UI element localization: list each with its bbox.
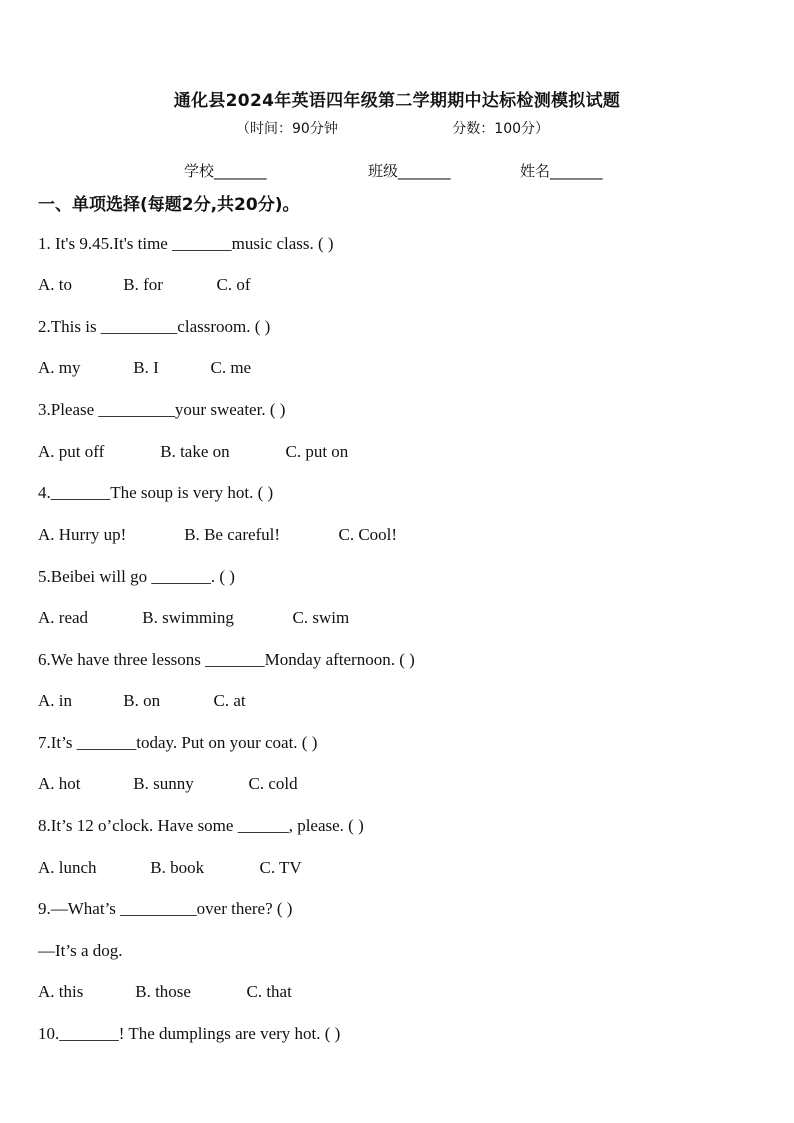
question-options <box>38 525 397 545</box>
school-field: 学校_______ <box>184 162 267 180</box>
option-a: A. put off <box>38 442 105 461</box>
option-a: A. to <box>38 275 72 294</box>
question-stem: 10._______! The dumplings are very hot. ( ) <box>38 1024 341 1043</box>
option-c: C. cold <box>248 774 298 793</box>
option-a: A. read <box>38 608 89 627</box>
option-c: C. put on <box>285 442 349 461</box>
question-options <box>38 982 292 1002</box>
question-stem: 2.This is _________classroom. ( ) <box>38 317 271 336</box>
option-c: C. that <box>246 982 292 1001</box>
option-c: C. me <box>210 358 252 377</box>
question-options <box>38 442 348 462</box>
question-options <box>38 858 302 878</box>
option-c: C. of <box>216 275 251 294</box>
question-stem: 6.We have three lessons _______Monday afternoon. ( ) <box>38 650 415 669</box>
option-b: B. those <box>135 982 191 1001</box>
question-answer: —It’s a dog. <box>38 941 123 960</box>
question-stem: 9.—What’s _________over there? ( ) <box>38 899 293 918</box>
option-b: B. for <box>123 275 163 294</box>
name-field: 姓名_______ <box>520 162 603 180</box>
option-a: A. my <box>38 358 81 377</box>
option-c: C. swim <box>292 608 350 627</box>
question-options <box>38 275 251 295</box>
option-b: B. on <box>123 691 161 710</box>
question-stem: 8.It’s 12 o’clock. Have some ______, please. ( ) <box>38 816 364 835</box>
exam-meta <box>236 118 549 138</box>
option-b: B. I <box>133 358 159 377</box>
option-c: C. at <box>213 691 246 710</box>
section-heading: 一、单项选择(每题2分,共20分)。 <box>38 195 300 215</box>
question-stem: 7.It’s _______today. Put on your coat. ( ) <box>38 733 318 752</box>
option-b: B. Be careful! <box>184 525 281 544</box>
option-b: B. swimming <box>142 608 234 627</box>
option-a: A. this <box>38 982 84 1001</box>
question-stem: 4._______The soup is very hot. ( ) <box>38 483 274 502</box>
option-a: A. hot <box>38 774 81 793</box>
option-c: C. TV <box>259 858 302 877</box>
question-stem: 3.Please _________your sweater. ( ) <box>38 400 286 419</box>
exam-score: 分数：100分） <box>452 121 550 137</box>
option-b: B. sunny <box>133 774 194 793</box>
option-a: A. lunch <box>38 858 97 877</box>
option-a: A. in <box>38 691 72 710</box>
exam-title: 通化县2024年英语四年级第二学期期中达标检测模拟试题 <box>173 91 621 111</box>
option-b: B. take on <box>160 442 230 461</box>
option-a: A. Hurry up! <box>38 525 127 544</box>
question-options <box>38 691 246 711</box>
exam-time: （时间：90分钟 <box>236 121 338 137</box>
option-c: C. Cool! <box>338 525 398 544</box>
question-options <box>38 774 298 794</box>
question-stem: 1. It's 9.45.It's time _______music class. ( ) <box>38 234 334 253</box>
question-options <box>38 358 251 378</box>
option-b: B. book <box>150 858 205 877</box>
question-options <box>38 608 349 628</box>
class-field: 班级_______ <box>368 162 451 180</box>
question-stem: 5.Beibei will go _______. ( ) <box>38 567 235 586</box>
